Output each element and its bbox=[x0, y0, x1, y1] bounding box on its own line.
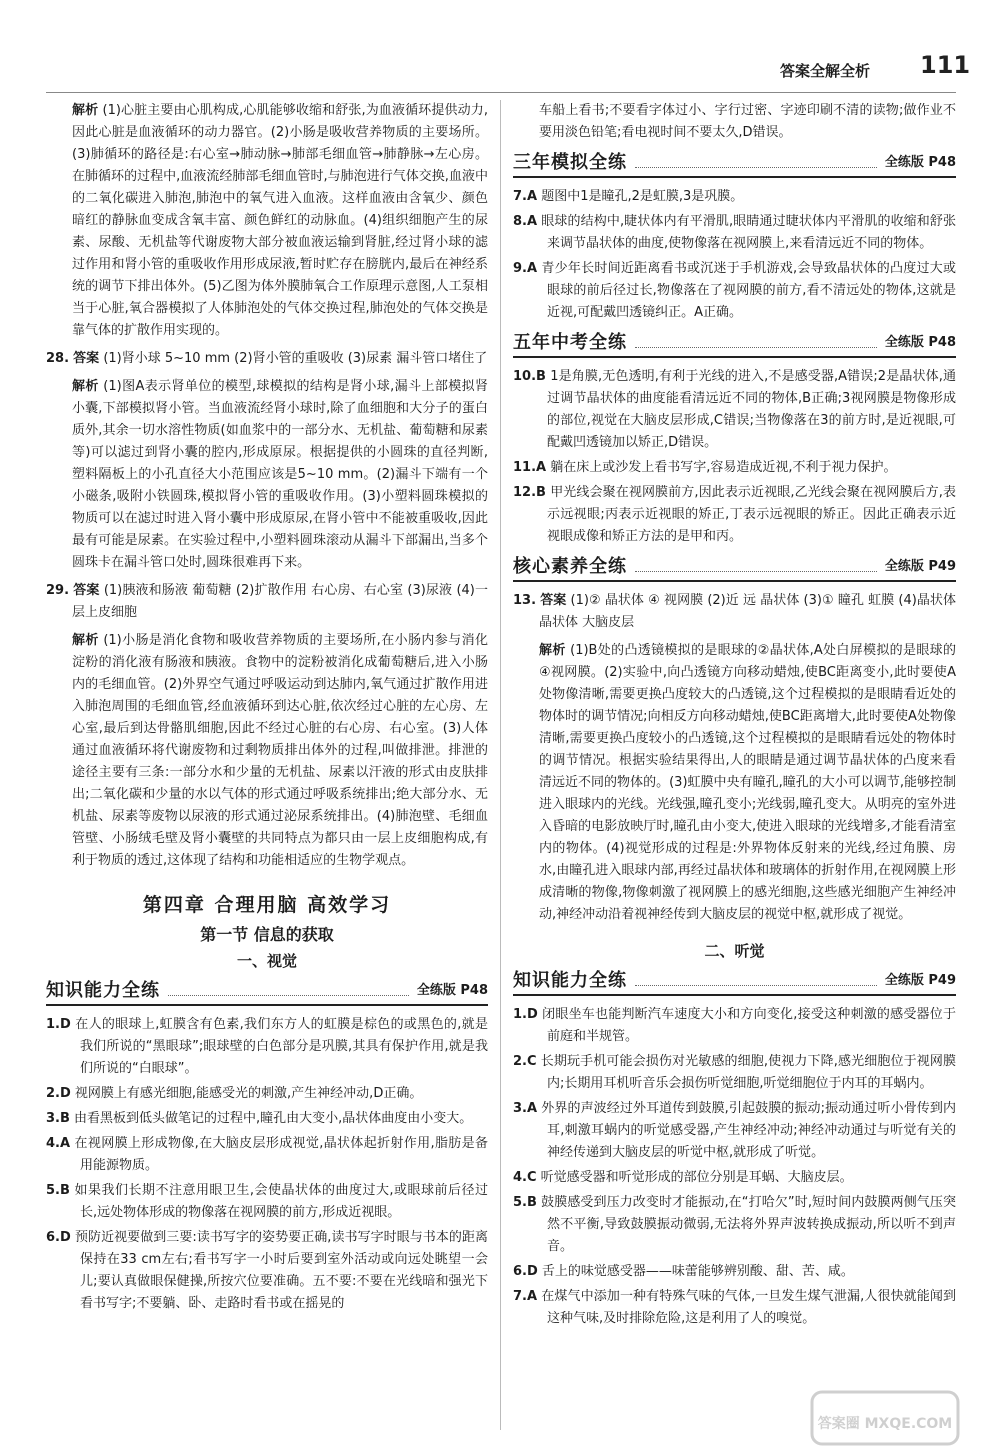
item-number: 1.D bbox=[46, 1017, 71, 1032]
answer-label: 答案 bbox=[73, 583, 100, 598]
section-header-ref: 全练版 P49 bbox=[884, 559, 956, 574]
section-header-title: 三年模拟全练 bbox=[513, 152, 627, 173]
answer-29 bbox=[46, 580, 488, 624]
list-item bbox=[46, 1180, 488, 1224]
item-number: 7.A bbox=[513, 189, 538, 204]
subsection-title: 一、视觉 bbox=[236, 952, 297, 970]
analysis-29 bbox=[46, 630, 488, 872]
watermark-logo bbox=[810, 1390, 960, 1446]
answer-text: (1)胰液和肠液 葡萄糖 (2)扩散作用 右心房、右心室 (3)尿液 (4)一层上皮细胞 bbox=[72, 583, 488, 620]
item-text: 1是角膜,无色透明,有利于光线的进入,不是感受器,A错误;2是晶状体,通过调节晶状体的曲度能看清远近不同的物体,B正确;3视网膜是物像形成的部位,视觉在大脑皮层形成,C错误;当物像落在3的前方时,是近视眼,可配戴凹透镜加以矫正,D错误。 bbox=[547, 369, 956, 450]
analysis-13 bbox=[513, 640, 956, 926]
item-number: 5.B bbox=[513, 1195, 537, 1210]
item-text: 躺在床上或沙发上看书写字,容易造成近视,不利于视力保护。 bbox=[550, 460, 897, 475]
analysis-text: (1)小肠是消化食物和吸收营养物质的主要场所,在小肠内参与消化淀粉的消化液有肠液和胰液。食物中的淀粉被消化成葡萄糖后,进入小肠内的毛细血管。(2)外界空气通过呼吸运动到达肺内,氧气通过扩散作用进入肺泡周围的毛细血管,经血液循环到达心脏,依次经过心脏的左心房、左心室,最后到达骨骼肌细胞,因此不经过心脏的右心房、右心室。(3)人体通过血液循环将代谢废物和过剩物质排出体外的过程,叫做排泄。排泄的途径主要有三条:一部分水和少量的无机盐、尿素以汗液的形式由皮肤排出;二氧化碳和少量的水以气体的形式通过呼吸系统排出;绝大部分水、无机盐、尿素等废物以尿液的形式通过泌尿系统排出。(4)肺泡壁、毛细血管壁、小肠绒毛壁及肾小囊壁的共同特点为都只由一层上皮细胞构成,有利于物质的透过,这体现了结构和功能相适应的生物学观点。 bbox=[72, 633, 488, 868]
analysis-text: (1)B处的凸透镜模拟的是眼球的②晶状体,A处白屏模拟的是眼球的④视网膜。(2)实验中,向凸透镜方向移动蜡烛,使BC距离变小,此时要使A处物像清晰,需要更换凸度较大的凸透镜,这个过程模拟的是眼睛看近处的物体时的调节情况;向相反方向移动蜡烛,使BC距离增大,此时要使A处物像清晰,需要更换凸度较小的凸透镜,这个过程模拟的是眼睛看远处的物体时的调节情况。根据实验结果得出,人的眼睛是通过调节晶状体的凸度来看清远近不同的物体的。(3)虹膜中央有瞳孔,瞳孔的大小可以调节,能够控制进入眼球内的光线。光线强,瞳孔变小;光线弱,瞳孔变大。从明亮的室外进入昏暗的电影放映厅时,瞳孔由小变大,使进入眼球的光线增多,才能看清室内的物体。(4)视觉形成的过程是:外界物体反射来的光线,经过角膜、房水,由瞳孔进入眼球内部,再经过晶状体和玻璃体的折射作用,在视网膜上形成清晰的物像,物像刺激了视网膜上的感光细胞,这些感光细胞产生神经冲动,神经冲动沿着视神经传到大脑皮层的视觉中枢,就形成了视觉。 bbox=[539, 643, 956, 922]
item-text: 在人的眼球上,虹膜含有色素,我们东方人的虹膜是棕色的或黑色的,就是我们所说的“黑眼球”;眼球壁的白色部分是巩膜,其具有保护作用,就是我们所说的“白眼球”。 bbox=[75, 1017, 488, 1076]
item-number: 5.B bbox=[46, 1183, 70, 1198]
analysis-label: 解析 bbox=[539, 643, 566, 658]
item-text: 长期玩手机可能会损伤对光敏感的细胞,使视力下降,感光细胞位于视网膜内;长期用耳机听音乐会损伤听觉细胞,听觉细胞位于内耳的耳蜗内。 bbox=[540, 1054, 957, 1091]
dotted-leader bbox=[635, 985, 877, 986]
watermark-text: 答案圈 MXQE.COM bbox=[817, 1416, 953, 1432]
item-number: 2.C bbox=[513, 1054, 537, 1069]
item-text: 外界的声波经过外耳道传到鼓膜,引起鼓膜的振动;振动通过听小骨传到内耳,刺激耳蜗内的听觉感受器,产生神经冲动;神经冲动通过与听觉有关的神经传递到大脑皮层的听觉中枢,就形成了听觉。 bbox=[541, 1101, 956, 1160]
item-text: 眼球的结构中,睫状体内有平滑肌,眼睛通过睫状体内平滑肌的收缩和舒张来调节晶状体的曲度,使物像落在视网膜上,来看清远近不同的物体。 bbox=[541, 214, 957, 251]
list-item bbox=[513, 1004, 956, 1048]
section-header-title: 知识能力全练 bbox=[513, 970, 627, 991]
item-number: 12.B bbox=[513, 485, 546, 500]
list-item bbox=[513, 1286, 956, 1330]
list-item bbox=[513, 186, 956, 208]
item-text: 由看黑板到低头做笔记的过程中,瞳孔由大变小,晶状体曲度由小变大。 bbox=[74, 1111, 473, 1126]
section-header-knowledge-2 bbox=[513, 970, 956, 996]
dotted-leader bbox=[635, 167, 877, 168]
item-number: 9.A bbox=[513, 261, 538, 276]
answer-text: (1)② 晶状体 ④ 视网膜 (2)近 远 晶状体 (3)① 瞳孔 虹膜 (4)晶状体 晶状体 大脑皮层 bbox=[539, 593, 956, 630]
section-header-ref: 全练版 P48 bbox=[884, 155, 956, 170]
item-text: 题图中1是瞳孔,2是虹膜,3是巩膜。 bbox=[541, 189, 744, 204]
watermark-icon bbox=[810, 1390, 960, 1446]
header-rule bbox=[46, 92, 956, 93]
right-column bbox=[513, 100, 956, 1333]
list-item bbox=[513, 258, 956, 324]
answer-text: (1)肾小球 5~10 mm (2)肾小管的重吸收 (3)尿素 漏斗管口堵住了 bbox=[103, 351, 488, 366]
section-header-title: 五年中考全练 bbox=[513, 332, 627, 353]
column-divider bbox=[500, 100, 501, 1430]
item-number: 4.A bbox=[46, 1136, 71, 1151]
list-item bbox=[513, 1261, 956, 1283]
section-header-title: 知识能力全练 bbox=[46, 980, 160, 1001]
answer-label: 答案 bbox=[540, 593, 567, 608]
section-header-three-year bbox=[513, 152, 956, 178]
analysis-label: 解析 bbox=[72, 633, 99, 648]
analysis-label: 解析 bbox=[72, 379, 99, 394]
section-header-ref: 全练版 P49 bbox=[884, 973, 956, 988]
item-text: 在煤气中添加一种有特殊气味的气体,一旦发生煤气泄漏,人很快就能闻到这种气味,及时排除危险,这是利用了人的嗅觉。 bbox=[541, 1289, 957, 1326]
list-item bbox=[46, 1014, 488, 1080]
header-title: 答案全解全析 bbox=[780, 62, 871, 80]
question-number: 28. bbox=[46, 351, 70, 366]
answer-13 bbox=[513, 590, 956, 634]
list-item bbox=[513, 482, 956, 548]
list-item bbox=[513, 1192, 956, 1258]
question-number: 29. bbox=[46, 583, 70, 598]
item-text: 视网膜上有感光细胞,能感受光的刺激,产生神经冲动,D正确。 bbox=[74, 1086, 423, 1101]
item-text: 青少年长时间近距离看书或沉迷于手机游戏,会导致晶状体的凸度过大或眼球的前后径过长,物像落在了视网膜的前方,看不清远处的物体,这就是近视,可配戴凹透镜纠正。A正确。 bbox=[541, 261, 956, 320]
analysis-text: (1)心脏主要由心肌构成,心肌能够收缩和舒张,为血液循环提供动力,因此心脏是血液循环的动力器官。(2)小肠是吸收营养物质的主要场所。(3)肺循环的路径是:右心室→肺动脉→肺部毛细血管→肺静脉→左心房。在肺循环的过程中,血液流经肺部毛细血管时,与肺泡进行气体交换,血液中的二氧化碳进入肺泡,肺泡中的氧气进入血液。这样血液由含氧少、颜色暗红的静脉血变成含氧丰富、颜色鲜红的动脉血。(4)组织细胞产生的尿素、尿酸、无机盐等代谢废物大部分被血液运输到肾脏,经过肾小球的滤过作用和肾小管的重吸收作用形成尿液,暂时贮存在膀胱内,最后在神经系统的调节下排出体外。(5)乙图为体外膜肺氧合工作原理示意图,人工泵相当于心脏,氧合器模拟了人体肺泡处的气体交换过程,肺泡处的气体交换是靠气体的扩散作用实现的。 bbox=[72, 103, 488, 338]
dotted-leader bbox=[635, 571, 877, 572]
list-item bbox=[513, 366, 956, 454]
item-text: 甲光线会聚在视网膜前方,因此表示近视眼,乙光线会聚在视网膜后方,表示远视眼;丙表示近视眼的矫正,丁表示远视眼的矫正。因此正确表示近视眼成像和矫正方法的是甲和丙。 bbox=[547, 485, 956, 544]
list-item bbox=[513, 1167, 956, 1189]
item-text: 如果我们长期不注意用眼卫生,会使晶状体的曲度过大,或眼球前后径过长,远处物体形成的物像落在视网膜的前方,形成近视眼。 bbox=[74, 1183, 488, 1220]
analysis-text: (1)图A表示肾单位的模型,球模拟的结构是肾小球,漏斗上部模拟肾小囊,下部模拟肾小管。当血液流经肾小球时,除了血细胞和大分子的蛋白质外,其余一切水溶性物质(如血浆中的一部分水、无机盐、葡萄糖和尿素等)可以滤过到肾小囊的腔内,形成原尿。根据提供的小圆珠的直径判断,塑料隔板上的小孔直径大小范围应该是5~10 mm。(2)漏斗下端有一个小磁条,吸附小铁圆珠,模拟肾小管的重吸收作用。(3)小塑料圆珠模拟的物质可以在滤过时进入肾小囊中形成原尿,在肾小管中不能被重吸收,因此最有可能是尿素。在实验过程中,小塑料圆珠滚动从漏斗下部漏出,当多个圆珠卡在漏斗管口处时,圆珠很难再下来。 bbox=[72, 379, 488, 570]
item-text: 舌上的味觉感受器——味蕾能够辨别酸、甜、苦、咸。 bbox=[541, 1264, 854, 1279]
item-number: 8.A bbox=[513, 214, 538, 229]
list-item bbox=[46, 1227, 488, 1315]
section-header-ref: 全练版 P48 bbox=[416, 983, 488, 998]
item-number: 2.D bbox=[46, 1086, 71, 1101]
section-header-ref: 全练版 P48 bbox=[884, 335, 956, 350]
subsection-title-hearing: 二、听觉 bbox=[704, 942, 765, 960]
item-number: 10.B bbox=[513, 369, 546, 384]
continued-text: 车船上看书;不要看字体过小、字行过密、字迹印刷不清的读物;做作业不要用淡色铅笔;看电视时间不要太久,D错误。 bbox=[539, 103, 956, 140]
analysis-label: 解析 bbox=[72, 103, 99, 118]
item-text: 闭眼坐车也能判断汽车速度大小和方向变化,接受这种刺激的感受器位于前庭和半规管。 bbox=[542, 1007, 956, 1044]
dotted-leader bbox=[635, 347, 877, 348]
left-column bbox=[46, 100, 488, 1318]
question-number: 13. bbox=[513, 593, 537, 608]
list-item bbox=[46, 1108, 488, 1130]
item-text: 预防近视要做到三要:读书写字的姿势要正确,读书写字时眼与书本的距离保持在33 cm左右;看书写字一小时后要到室外活动或向远处眺望一会儿;要认真做眼保健操,所按穴位要准确。五不要:不要在光线暗和强光下看书写字;不要躺、卧、走路时看书或在摇晃的 bbox=[74, 1230, 488, 1311]
item-number: 1.D bbox=[513, 1007, 538, 1022]
list-item bbox=[513, 457, 956, 479]
list-item bbox=[513, 1098, 956, 1164]
item-number: 6.D bbox=[513, 1264, 538, 1279]
list-item bbox=[46, 1083, 488, 1105]
item-number: 6.D bbox=[46, 1230, 71, 1245]
section-header-knowledge bbox=[46, 980, 488, 1006]
list-item bbox=[513, 1051, 956, 1095]
item-text: 鼓膜感受到压力改变时才能振动,在“打哈欠”时,短时间内鼓膜两侧气压突然不平衡,导致鼓膜振动微弱,无法将外界声波转换成振动,所以听不到声音。 bbox=[541, 1195, 956, 1254]
item-number: 3.B bbox=[46, 1111, 70, 1126]
section-header-five-year bbox=[513, 332, 956, 358]
answer-28 bbox=[46, 348, 488, 370]
chapter-title: 第四章 合理用脑 高效学习 bbox=[142, 894, 392, 916]
item-number: 11.A bbox=[513, 460, 547, 475]
analysis-27 bbox=[46, 100, 488, 342]
list-item bbox=[513, 211, 956, 255]
item-number: 7.A bbox=[513, 1289, 538, 1304]
section-header-core bbox=[513, 556, 956, 582]
list-item bbox=[46, 1133, 488, 1177]
section-header-title: 核心素养全练 bbox=[513, 556, 627, 577]
page-number: 111 bbox=[920, 51, 971, 79]
dotted-leader bbox=[168, 995, 409, 996]
item-number: 3.A bbox=[513, 1101, 538, 1116]
item-text: 听觉感受器和听觉形成的部位分别是耳蜗、大脑皮层。 bbox=[540, 1170, 853, 1185]
section-title: 第一节 信息的获取 bbox=[200, 925, 334, 944]
analysis-28 bbox=[46, 376, 488, 574]
answer-label: 答案 bbox=[73, 351, 100, 366]
item-text: 在视网膜上形成物像,在大脑皮层形成视觉,晶状体起折射作用,脂肪是备用能源物质。 bbox=[74, 1136, 488, 1173]
item-number: 4.C bbox=[513, 1170, 537, 1185]
